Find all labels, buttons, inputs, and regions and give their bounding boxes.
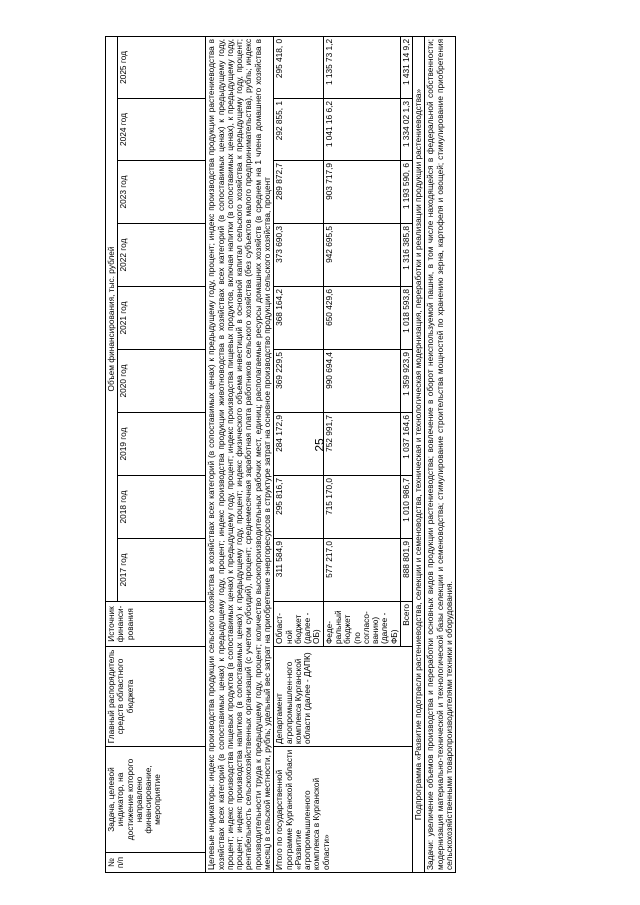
amount-cell: 1 010 986,7 [400,476,412,539]
amount-cell: 368 164,2 [274,287,323,350]
page-number: 25 [312,438,327,452]
year-header: 2017 год [118,539,206,602]
year-header: 2021 год [118,287,206,350]
total-program-label: Итого по государственной программе Курганской области «Развитие агропромышленного комплекса в Курганской области» [274,747,413,873]
amount-cell: 1 193 590, 6 [400,161,412,224]
amount-cell: 295 418, 0 [274,36,323,98]
header-volume: Объем финансирования, тыс. рублей [106,36,118,601]
header-task: Задача, целевой индикатор, на достижение которого направлено финансирование, мероприятие [106,747,206,853]
amount-cell: 577 217,0 [323,539,400,602]
year-header: 2019 год [118,413,206,476]
year-header: 2022 год [118,224,206,287]
funding-source: Феде-ральный бюджет (по согласо-ванию) (далее - ФБ) [323,602,400,647]
amount-cell: 1 334 02 1,3 [400,99,412,161]
year-header: 2020 год [118,350,206,413]
subprogram-title: Подпрограмма «Развитие подотрасли растениеводства, селекции и семеноводства, техническая и технологическая модернизация, переработки и реализации продукции растениеводства» [413,36,425,872]
amount-cell: 1 037 164,6 [400,413,412,476]
amount-cell: 292 855, 1 [274,99,323,161]
amount-cell: 942 695,5 [323,224,400,287]
amount-cell: 311 584,9 [274,539,323,602]
total-program-manager: Департамент агропромышлен-ного комплекса Курганской области (далее - ДАПК) [274,647,413,747]
year-header: 2025 год [118,36,206,98]
tasks-row [425,36,456,872]
year-header: 2024 год [118,99,206,161]
amount-cell: 888 801,9 [400,539,412,602]
header-manager: Главный распорядитель средств областного бюджета [106,647,206,747]
amount-cell: 295 816,7 [274,476,323,539]
amount-cell: 1 041 16 6,2 [323,99,400,161]
tasks-text: Задачи: увеличение объемов производства и переработки основных видов продукции растениеводства; вовлечение в оборот неиспользуемой пашни, в том числе находящейся в федеральной собственности; модернизация материально-технической и технологической базы селекции и семеноводства; стимулирование строительства мощностей по хранению зерна, картофеля и овощей; стимулирование приобретения сельскохозяйственными товаропроизводителями техники и оборудования. [425,36,456,872]
funding-source: Област-ной бюджет (далее - ОБ) [274,602,323,647]
amount-cell: 369 229,5 [274,350,323,413]
target-indicators-text: Целевые индикаторы: индекс производства продукции сельского хозяйства в хозяйствах всех категорий (в сопоставимых ценах) к предыдущему году, процент; индекс производства продукции растениеводства в хозяйствах всех категорий (в сопоставимых ценах) к предыдущему году, процент; индекс производства продукции животноводства в хозяйствах всех категорий (в сопоставимых ценах) к предыдущему году, процент; индекс производства пищевых продуктов (в сопоставимых ценах) к предыдущему году, процент; индекс производства пищевых продуктов, включая напитки (в сопоставимых ценах), к предыдущему году, процент; индекс производства напитков (в сопоставимых ценах) к предыдущему году, процент; индекс физического объема инвестиций в основной капитал сельского хозяйства к предыдущему году, процент; рентабельность сельскохозяйственных организаций (с учетом субсидий), процент; среднемесячная заработная плата работников сельского хозяйства (без субъектов малого предпринимательства), рубль; индекс производительности труда к предыдущему году, процент; количество высокопроизводительных рабочих мест, единиц; располагаемые ресурсы домашних хозяйств (в среднем на 1 члена домашнего хозяйства в месяц) в сельской местности, рубль; удельный вес затрат на приобретение энергоресурсов в структуре затрат на основное производство продукции сельского хозяйства, процент [206,36,274,872]
funding-source-total: Всего [400,602,412,647]
year-header: 2023 год [118,161,206,224]
amount-cell: 1 431 14 9,2 [400,36,412,98]
amount-cell: 289 872,7 [274,161,323,224]
amount-cell: 1 316 385,8 [400,224,412,287]
amount-cell: 990 694,4 [323,350,400,413]
amount-cell: 715 170,0 [323,476,400,539]
amount-cell: 284 172,9 [274,413,323,476]
amount-cell: 1 135 73 1,2 [323,36,400,98]
financing-table [105,36,456,873]
table-row [274,36,323,872]
subprogram-row [413,36,425,872]
year-header: 2018 год [118,476,206,539]
target-indicators-row [206,36,274,872]
amount-cell: 373 690,3 [274,224,323,287]
amount-cell: 903 717,9 [323,161,400,224]
amount-cell: 752 991,7 [323,413,400,476]
amount-cell: 1 018 593,8 [400,287,412,350]
table-header-row [106,36,118,872]
header-number: № п/п [106,853,206,873]
header-source: Источник финанси-рования [106,602,206,647]
amount-cell: 1 359 923,9 [400,350,412,413]
financing-table-page [105,37,580,873]
amount-cell: 650 429,6 [323,287,400,350]
